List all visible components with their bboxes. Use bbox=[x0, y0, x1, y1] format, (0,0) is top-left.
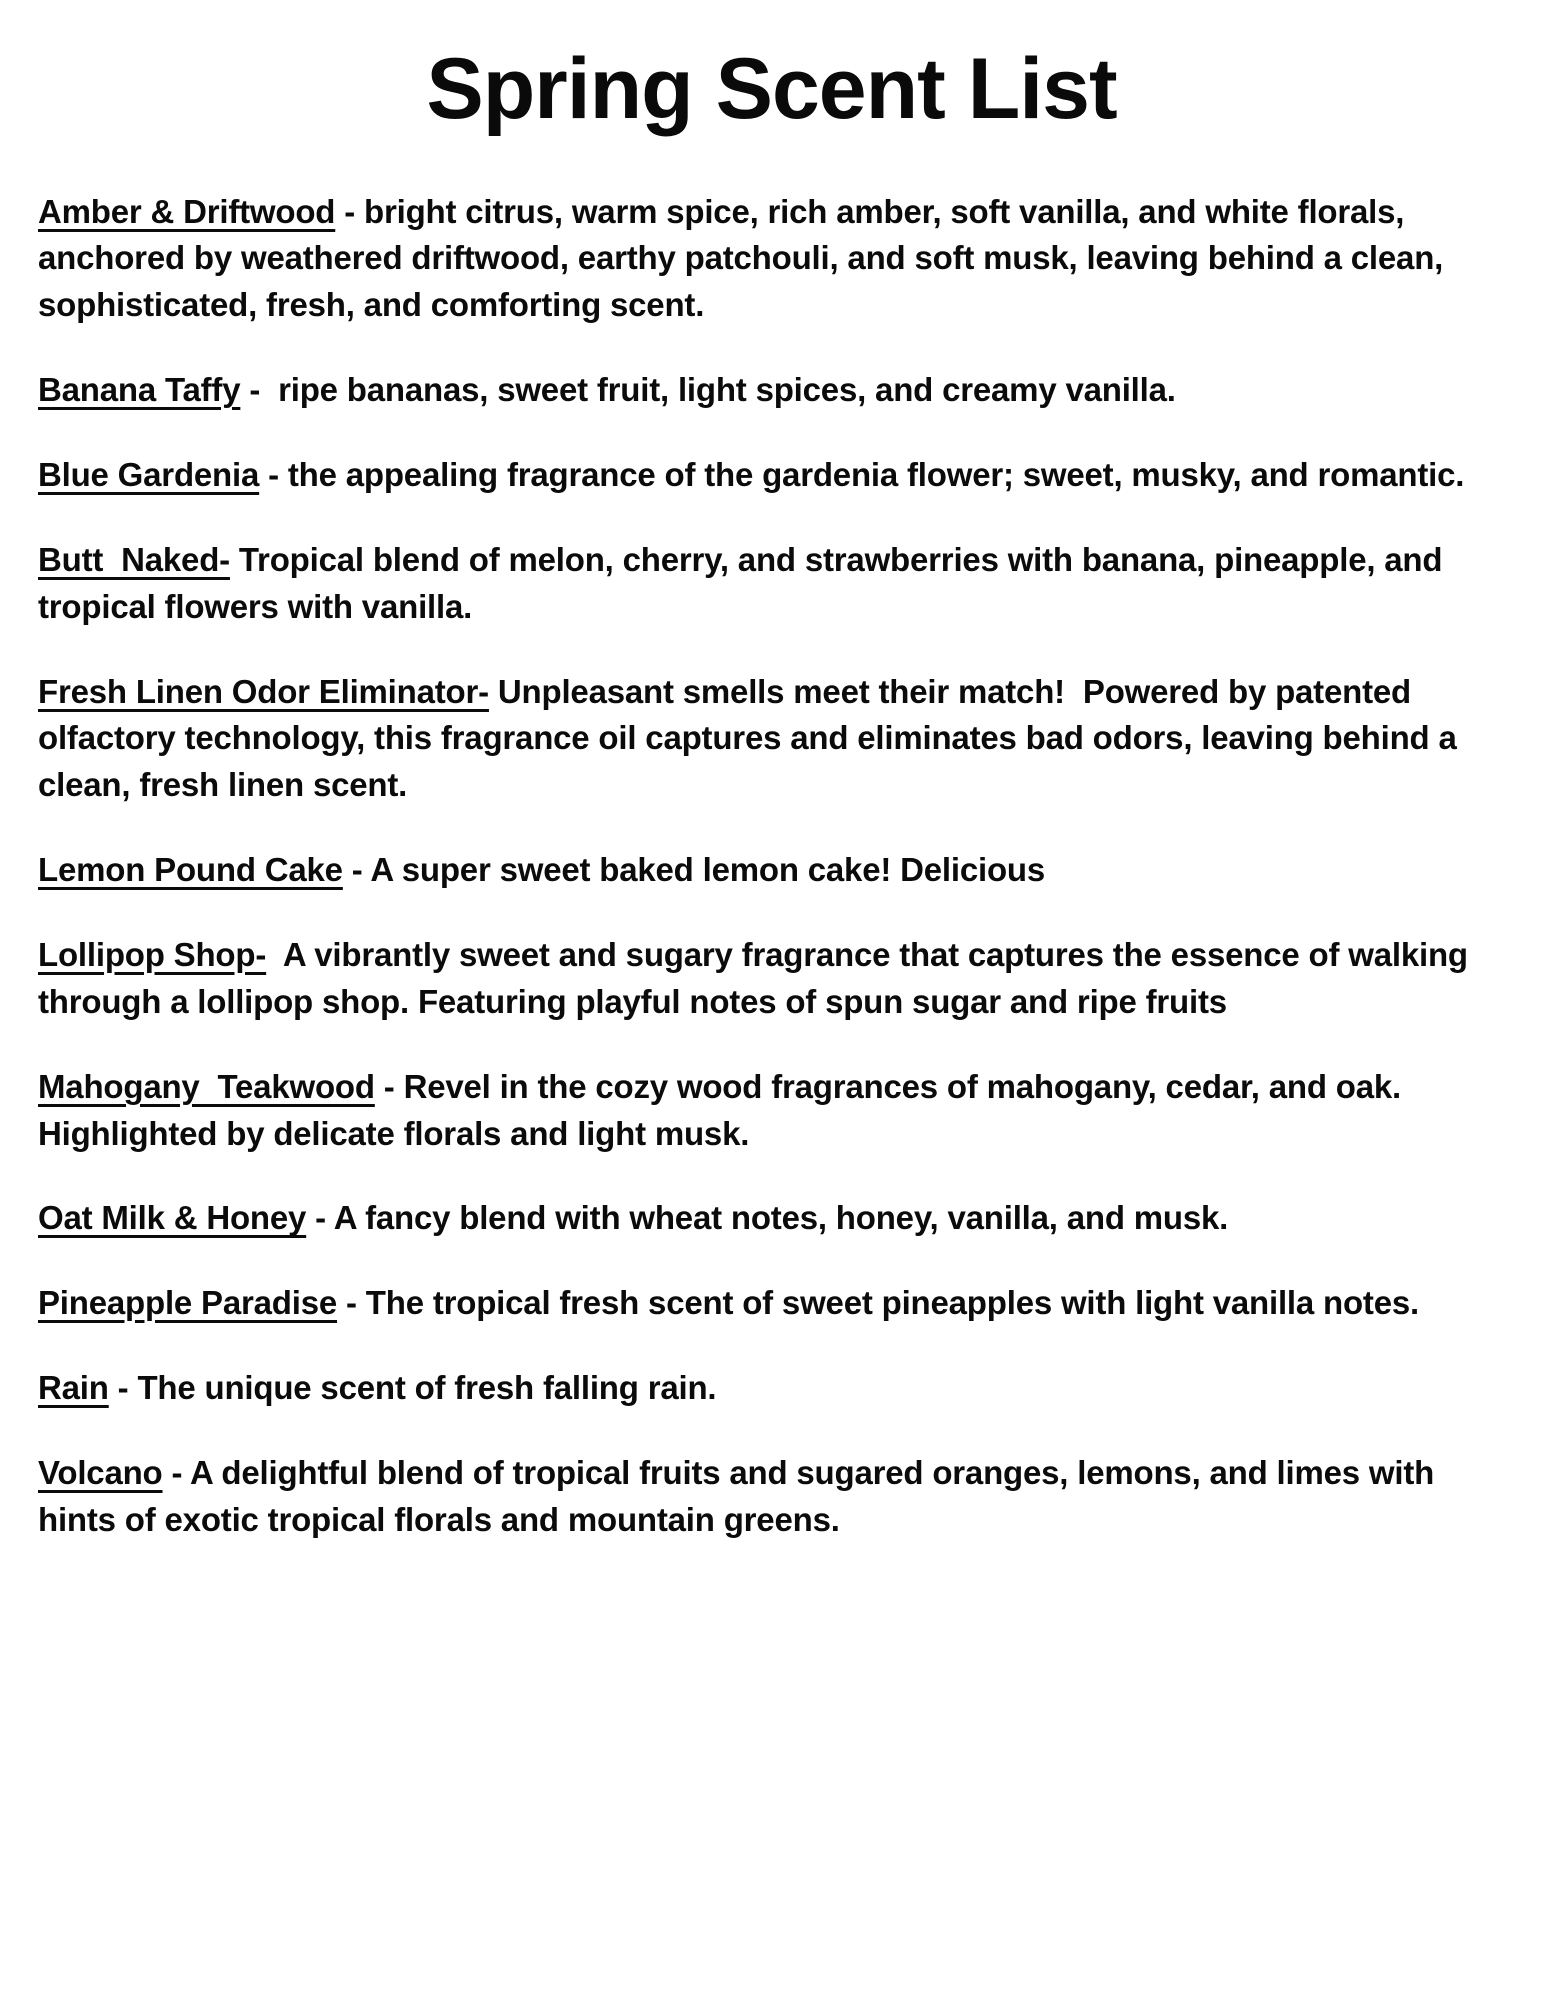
scent-entry bbox=[38, 189, 1500, 330]
scent-description: The unique scent of fresh falling rain. bbox=[137, 1369, 717, 1407]
scent-separator: - bbox=[259, 456, 288, 494]
scent-separator: - bbox=[306, 1199, 334, 1237]
scent-separator: - bbox=[342, 851, 371, 889]
scent-list bbox=[38, 189, 1505, 1544]
scent-name: Blue Gardenia bbox=[38, 456, 260, 494]
scent-entry bbox=[38, 1195, 1500, 1242]
scent-separator bbox=[266, 936, 283, 973]
scent-name: Butt Naked- bbox=[38, 540, 230, 578]
page-title: Spring Scent List bbox=[426, 41, 1117, 137]
scent-separator: - bbox=[337, 1284, 366, 1322]
scent-description: A fancy blend with wheat notes, honey, vanilla, and musk. bbox=[333, 1199, 1229, 1237]
scent-separator: - bbox=[162, 1454, 191, 1492]
scent-description: A super sweet baked lemon cake! Delicious bbox=[370, 851, 1046, 889]
scent-separator: - bbox=[240, 371, 279, 409]
scent-separator bbox=[230, 541, 239, 578]
scent-description: A delightful blend of tropical fruits and sugared oranges, lemons, and limes with hints of exotic tropical florals and mountain greens. bbox=[38, 1454, 1444, 1538]
scent-entry bbox=[38, 1450, 1500, 1544]
scent-entry bbox=[38, 1064, 1500, 1158]
scent-separator: - bbox=[108, 1369, 138, 1407]
scent-name: Mahogany Teakwood bbox=[38, 1067, 375, 1105]
scent-entry bbox=[38, 1365, 1500, 1412]
scent-description: Unpleasant smells meet their match! Powered by patented olfactory technology, this fragrance oil captures and eliminates bad odors, leaving behind a clean, fresh linen scent. bbox=[38, 672, 1466, 804]
scent-description: bright citrus, warm spice, rich amber, soft vanilla, and white florals, anchored by weathered driftwood, earthy patchouli, and soft musk, leaving behind a clean, sophisticated, fresh, and comforting scent. bbox=[38, 192, 1453, 324]
scent-description: A vibrantly sweet and sugary fragrance that captures the essence of walking through a lollipop shop. Featuring playful notes of spun sugar and ripe fruits bbox=[38, 936, 1477, 1020]
scent-entry bbox=[38, 1280, 1500, 1327]
scent-name: Volcano bbox=[38, 1454, 163, 1492]
scent-name: Pineapple Paradise bbox=[38, 1284, 338, 1322]
scent-name: Lollipop Shop- bbox=[38, 936, 267, 974]
scent-description: Revel in the cozy wood fragrances of mahogany, cedar, and oak. Highlighted by delicate florals and light musk. bbox=[38, 1067, 1410, 1152]
scent-description: ripe bananas, sweet fruit, light spices, and creamy vanilla. bbox=[278, 371, 1176, 409]
scent-description: the appealing fragrance of the gardenia flower; sweet, musky, and romantic. bbox=[287, 456, 1465, 494]
scent-separator: - bbox=[335, 192, 364, 230]
scent-entry bbox=[38, 847, 1500, 894]
scent-entry bbox=[38, 367, 1500, 414]
scent-name: Lemon Pound Cake bbox=[38, 851, 343, 889]
scent-name: Amber & Driftwood bbox=[38, 192, 336, 230]
scent-description: The tropical fresh scent of sweet pineapples with light vanilla notes. bbox=[365, 1284, 1419, 1322]
scent-description: Tropical blend of melon, cherry, and strawberries with banana, pineapple, and tropical flowers with vanilla. bbox=[38, 540, 1452, 625]
scent-name: Rain bbox=[38, 1369, 109, 1407]
scent-entry bbox=[38, 537, 1500, 631]
scent-name: Banana Taffy bbox=[38, 371, 241, 409]
scent-name: Fresh Linen Odor Eliminator- bbox=[38, 672, 489, 710]
scent-separator: - bbox=[374, 1067, 404, 1105]
scent-name: Oat Milk & Honey bbox=[38, 1199, 307, 1237]
scent-entry bbox=[38, 452, 1500, 499]
scent-entry bbox=[38, 669, 1500, 810]
scent-separator bbox=[489, 673, 498, 710]
scent-entry bbox=[38, 932, 1500, 1026]
